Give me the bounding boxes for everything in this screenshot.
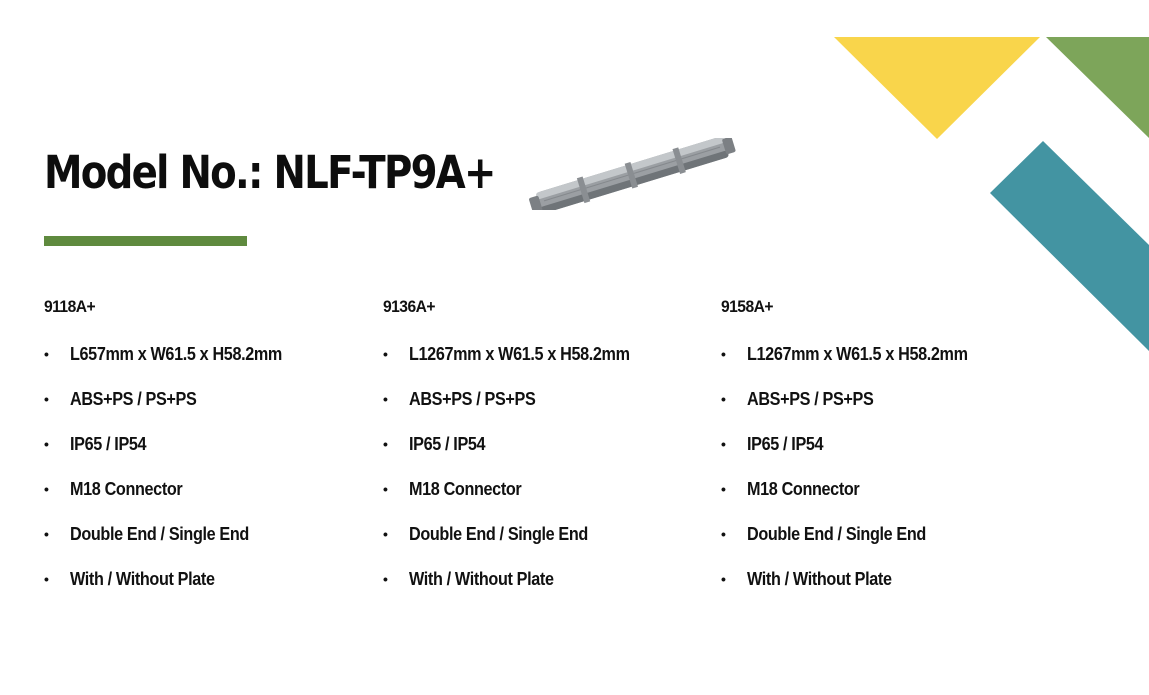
yellow-triangle <box>834 37 1040 139</box>
bullet-icon: • <box>383 346 388 362</box>
bullet-icon: • <box>721 571 726 587</box>
bullet-icon: • <box>383 391 388 407</box>
bullet-icon: • <box>383 436 388 452</box>
page-title: Model No.: NLF-TP9A+ <box>44 146 495 199</box>
spec-item: • L1267mm x W61.5 x H58.2mm <box>383 341 703 386</box>
model-heading: 9158A+ <box>721 297 773 316</box>
model-heading: 9118A+ <box>44 297 96 316</box>
spec-item: • L657mm x W61.5 x H58.2mm <box>44 341 364 386</box>
green-triangle <box>1046 37 1149 138</box>
title-underline <box>44 236 247 246</box>
bullet-icon: • <box>383 571 388 587</box>
bullet-icon: • <box>721 481 726 497</box>
spec-item: • L1267mm x W61.5 x H58.2mm <box>721 341 1041 386</box>
spec-item: • M18 Connector <box>721 476 1041 521</box>
bullet-icon: • <box>44 346 49 362</box>
spec-list <box>44 341 364 611</box>
model-column-9118a <box>44 295 364 611</box>
spec-item: • M18 Connector <box>44 476 364 521</box>
spec-item: • With / Without Plate <box>44 566 364 611</box>
spec-item: • M18 Connector <box>383 476 703 521</box>
bullet-icon: • <box>44 526 49 542</box>
spec-item: • IP65 / IP54 <box>44 431 364 476</box>
bullet-icon: • <box>721 436 726 452</box>
spec-item: • Double End / Single End <box>383 521 703 566</box>
product-image <box>526 138 738 210</box>
spec-item: • Double End / Single End <box>721 521 1041 566</box>
spec-item: • With / Without Plate <box>383 566 703 611</box>
bullet-icon: • <box>383 481 388 497</box>
bullet-icon: • <box>721 346 726 362</box>
model-column-9158a <box>721 295 1041 611</box>
bullet-icon: • <box>721 526 726 542</box>
bullet-icon: • <box>383 526 388 542</box>
spec-item: • IP65 / IP54 <box>383 431 703 476</box>
spec-list <box>383 341 703 611</box>
spec-list <box>721 341 1041 611</box>
bullet-icon: • <box>44 571 49 587</box>
spec-item: • With / Without Plate <box>721 566 1041 611</box>
spec-item: • ABS+PS / PS+PS <box>721 386 1041 431</box>
model-column-9136a <box>383 295 703 611</box>
bullet-icon: • <box>44 391 49 407</box>
model-heading: 9136A+ <box>383 297 435 316</box>
bullet-icon: • <box>721 391 726 407</box>
bullet-icon: • <box>44 436 49 452</box>
spec-item: • Double End / Single End <box>44 521 364 566</box>
spec-item: • ABS+PS / PS+PS <box>383 386 703 431</box>
spec-item: • IP65 / IP54 <box>721 431 1041 476</box>
spec-item: • ABS+PS / PS+PS <box>44 386 364 431</box>
bullet-icon: • <box>44 481 49 497</box>
